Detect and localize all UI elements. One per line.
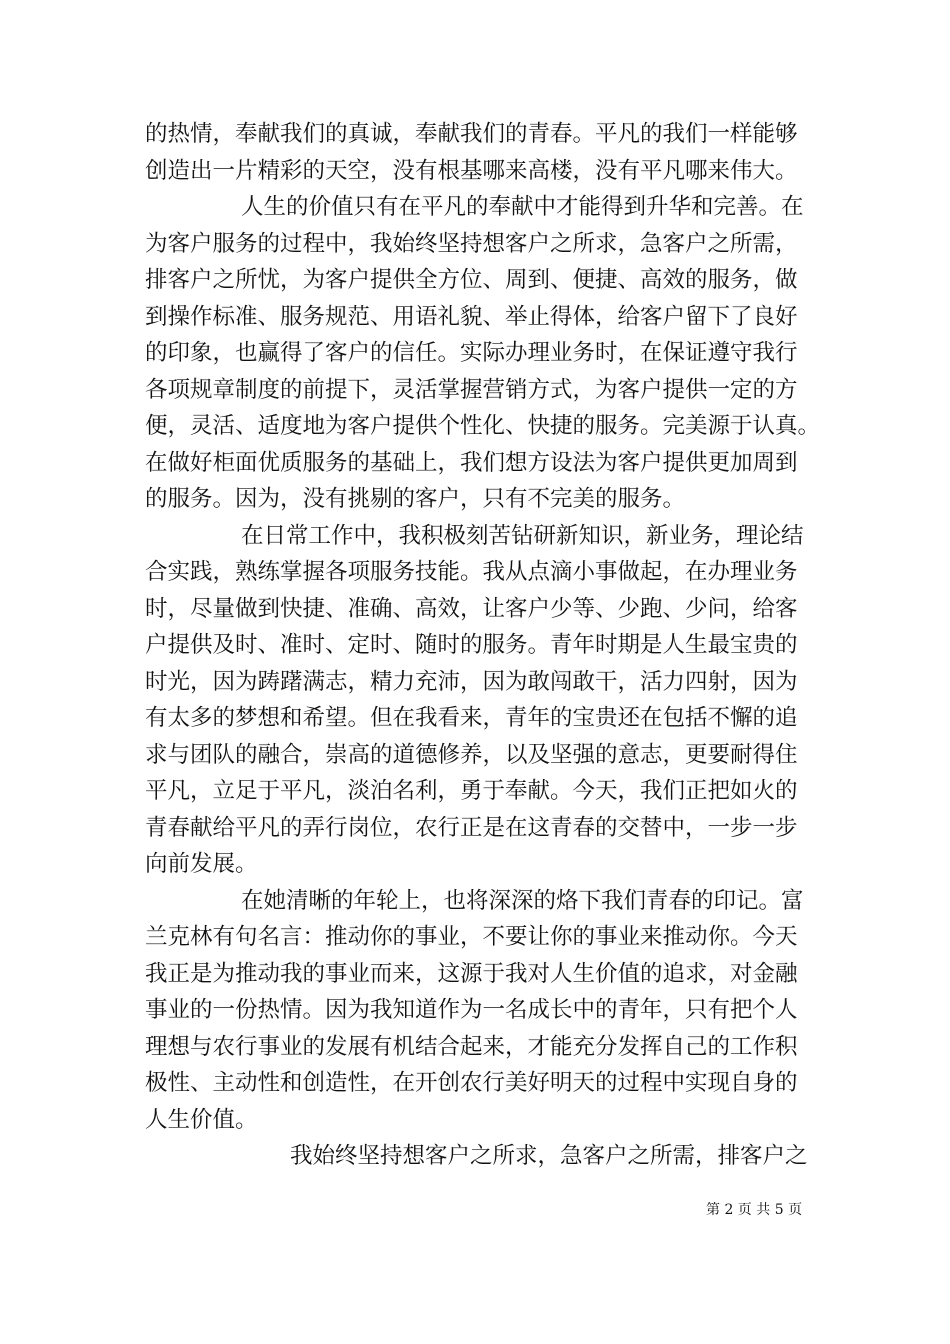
text-line: 为客户服务的过程中，我始终坚持想客户之所求，急客户之所需，: [145, 230, 798, 257]
text-line: 排客户之所忧，为客户提供全方位、周到、便捷、高效的服务，做: [145, 267, 798, 293]
text-line: 的印象，也赢得了客户的信任。实际办理业务时，在保证遵守我行: [145, 340, 798, 366]
text-line: 兰克林有句名言：推动你的事业，不要让你的事业来推动你。今天: [145, 924, 798, 950]
text-line: 事业的一份热情。因为我知道作为一名成长中的青年，只有把个人: [145, 997, 798, 1023]
text-line: 合实践，熟练掌握各项服务技能。我从点滴小事做起，在办理业务: [145, 559, 798, 585]
text-line: 青春献给平凡的弄行岗位，农行正是在这青春的交替中，一步一步: [145, 814, 798, 841]
text-line: 有太多的梦想和希望。但在我看来，青年的宝贵还在包括不懈的追: [145, 705, 798, 731]
text-line: 我正是为推动我的事业而来，这源于我对人生价值的追求，对金融: [145, 960, 798, 987]
text-line: 到操作标准、服务规范、用语礼貌、举止得体，给客户留下了良好: [145, 303, 798, 330]
text-line: 时，尽量做到快捷、准确、高效，让客户少等、少跑、少问，给客: [145, 595, 798, 622]
body-text: [145, 116, 825, 1175]
text-line: 理想与农行事业的发展有机结合起来，才能充分发挥自己的工作积: [145, 1033, 798, 1060]
text-line: 平凡，立足于平凡，淡泊名利，勇于奉献。今天，我们正把如火的: [145, 778, 798, 804]
text-line: 的热情，奉献我们的真诚，奉献我们的青春。平凡的我们一样能够: [145, 121, 798, 147]
text-line: 向前发展。: [145, 851, 258, 877]
page-number-footer: 第 2 页 共 5 页: [706, 1202, 803, 1218]
text-line: 在做好柜面优质服务的基础上，我们想方设法为客户提供更加周到: [145, 449, 798, 476]
text-line: 的服务。因为，没有挑剔的客户，只有不完美的服务。: [145, 486, 686, 512]
text-line: 时光，因为踌躇满志，精力充沛，因为敢闯敢干，活力四射，因为: [145, 668, 798, 695]
paragraph-start-line: 在日常工作中，我积极刻苦钻研新知识，新业务，理论结: [241, 522, 804, 549]
text-line: 户提供及时、准时、定时、随时的服务。青年时期是人生最宝贵的: [145, 632, 798, 658]
paragraph-start-line: 在她清晰的年轮上，也将深深的烙下我们青春的印记。富: [241, 887, 804, 914]
text-line: 人生价值。: [145, 1106, 258, 1133]
text-line: 求与团队的融合，崇高的道德修养，以及坚强的意志，更要耐得住: [145, 741, 798, 768]
paragraph-start-line: 我始终坚持想客户之所求，急客户之所需，排客户之: [290, 1143, 808, 1169]
paragraph-start-line: 人生的价值只有在平凡的奉献中才能得到升华和完善。在: [241, 194, 804, 220]
text-line: 各项规章制度的前提下，灵活掌握营销方式，为客户提供一定的方: [145, 376, 798, 403]
text-line: 创造出一片精彩的天空，没有根基哪来高楼，没有平凡哪来伟大。: [145, 157, 798, 184]
text-line: 极性、主动性和创造性，在开创农行美好明天的过程中实现自身的: [145, 1070, 798, 1096]
text-line: 便，灵活、适度地为客户提供个性化、快捷的服务。完美源于认真。: [145, 413, 821, 439]
